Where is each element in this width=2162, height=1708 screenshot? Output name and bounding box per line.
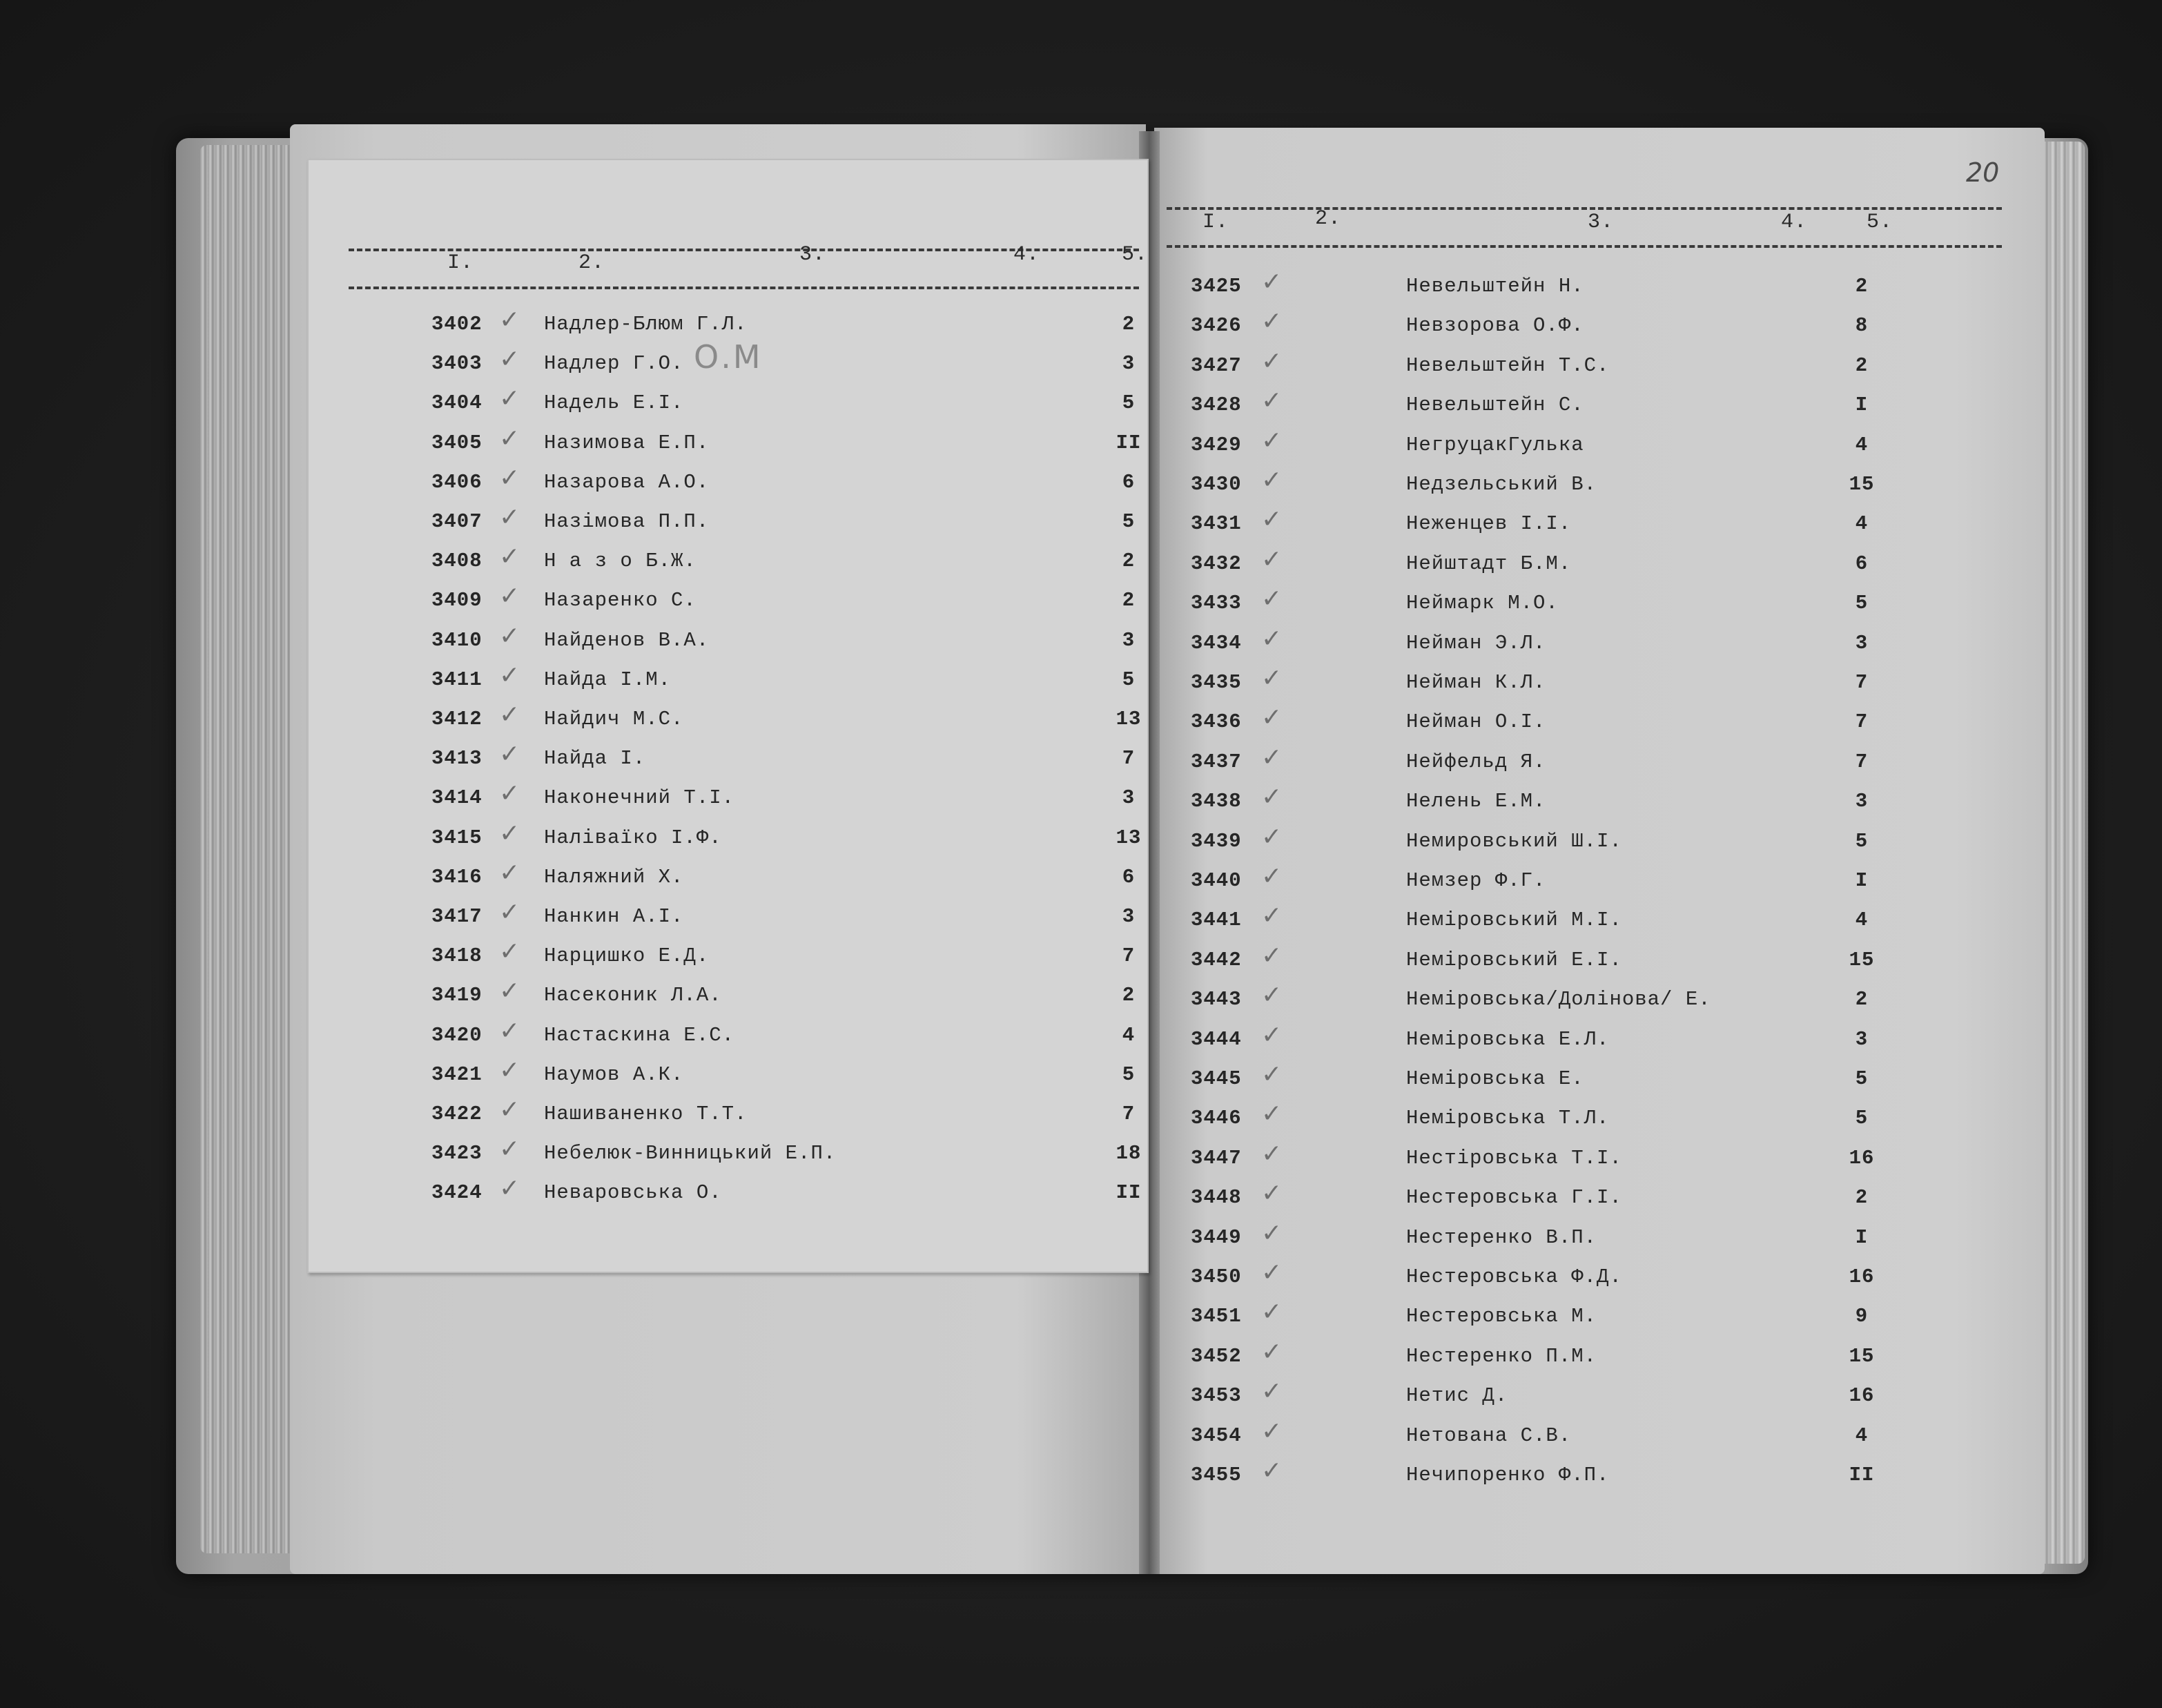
left-ledger-row [431,1058,1149,1092]
entry-name: Неймарк М.О. [1406,592,1559,615]
entry-name: Надлер Г.О. [544,352,684,376]
entry-count: 5 [1855,1107,1869,1130]
entry-number: 3428 [1191,394,1242,417]
checkmark-icon: ✓ [1261,664,1283,692]
entry-number: 3427 [1191,353,1242,377]
right-ledger-row [1191,547,1881,581]
entry-number: 3442 [1191,948,1242,971]
entry-name: Наконечний Т.І. [544,786,735,810]
entry-number: 3404 [431,391,483,415]
checkmark-icon: ✓ [499,582,521,611]
checkmark-icon: ✓ [1261,1417,1283,1446]
entry-name: Нестеровська М. [1406,1305,1597,1328]
entry-count: 4 [1122,1023,1136,1047]
checkmark-icon: ✓ [1261,624,1283,653]
entry-count: 2 [1122,984,1136,1007]
entry-count: 16 [1849,1146,1875,1170]
entry-count: 13 [1116,826,1142,849]
entry-number: 3447 [1191,1146,1242,1170]
entry-name: Неміровська Е.Л. [1406,1027,1610,1051]
entry-name: Нестеровська Ф.Д. [1406,1265,1622,1288]
left-ledger-row [431,1097,1149,1132]
checkmark-icon: ✓ [499,503,521,532]
checkmark-icon: ✓ [499,345,521,374]
left-ledger-row [431,1136,1149,1171]
entry-name: Нарцишко Е.Д. [544,944,710,968]
entry-number: 3441 [1191,909,1242,932]
entry-name: Найда І.М. [544,668,672,691]
entry-name: Невзорова О.Ф. [1406,314,1584,338]
left-ledger-row [431,465,1149,500]
entry-count: II [1116,431,1142,454]
entry-number: 3434 [1191,631,1242,654]
right-ledger-row [1191,388,1881,423]
entry-name: Найда І. [544,747,646,770]
right-header-col-4: 4. [1781,211,1808,234]
right-ledger-row [1191,269,1881,304]
right-ledger-row [1191,1022,1881,1057]
right-ledger-row [1191,784,1881,819]
left-ledger-row [431,347,1149,381]
entry-name: Нелень Е.М. [1406,790,1546,813]
entry-number: 3416 [431,865,483,889]
right-ledger-row [1191,903,1881,938]
entry-name: Немировський Ш.І. [1406,829,1622,853]
entry-number: 3445 [1191,1067,1242,1090]
entry-name: Нашиваненко Т.Т. [544,1103,748,1125]
right-ledger-row [1191,467,1881,502]
checkmark-icon: ✓ [1261,1377,1283,1406]
entry-count: 3 [1122,786,1136,810]
entry-count: 6 [1122,470,1136,494]
entry-number: 3418 [431,944,483,968]
entry-count: 6 [1855,552,1869,575]
right-ledger-row [1191,1458,1881,1493]
checkmark-icon: ✓ [499,858,521,887]
entry-count: 3 [1855,790,1869,813]
entry-number: 3431 [1191,512,1242,536]
entry-number: 3436 [1191,710,1242,734]
checkmark-icon: ✓ [1261,347,1283,376]
entry-count: 2 [1855,1186,1869,1210]
right-ledger-row [1191,1101,1881,1136]
left-ledger-row [431,1176,1149,1210]
checkmark-icon: ✓ [1261,1337,1283,1366]
checkmark-icon: ✓ [499,661,521,690]
entry-count: 3 [1855,1027,1869,1051]
checkmark-icon: ✓ [1261,1298,1283,1327]
right-ledger-row [1191,1260,1881,1294]
left-ledger-row [431,741,1149,776]
right-header-col-3: 3. [1588,211,1615,234]
entry-number: 3429 [1191,433,1242,456]
left-ledger-row [431,860,1149,895]
entry-number: 3405 [431,431,483,454]
checkmark-icon: ✓ [1261,307,1283,336]
entry-number: 3417 [431,905,483,928]
entry-number: 3413 [431,747,483,770]
right-ledger-row [1191,1062,1881,1096]
right-ledger-row [1191,943,1881,978]
entry-name: Назимова Е.П. [544,431,710,454]
entry-count: 18 [1116,1142,1142,1165]
checkmark-icon: ✓ [1261,743,1283,772]
entry-number: 3443 [1191,988,1242,1011]
entry-count: 5 [1855,829,1869,853]
entry-count: 5 [1122,1062,1136,1086]
right-ledger-row [1191,309,1881,343]
entry-count: 7 [1855,671,1869,694]
entry-count: 4 [1855,512,1869,536]
right-ledger-row [1191,507,1881,541]
left-page-edges [200,145,297,1553]
entry-name: Нейштадт Б.М. [1406,552,1572,575]
entry-count: 2 [1855,988,1869,1011]
entry-count: 7 [1855,750,1869,773]
checkmark-icon: ✓ [1261,822,1283,851]
right-header-col-5: 5. [1867,211,1893,234]
left-header-col-1: I. [447,251,474,275]
checkmark-icon: ✓ [499,463,521,492]
checkmark-icon: ✓ [1261,1259,1283,1287]
left-ledger-row [431,900,1149,934]
entry-number: 3406 [431,470,483,494]
left-ledger-row [431,663,1149,697]
left-ledger-row [431,583,1149,618]
checkmark-icon: ✓ [499,819,521,848]
entry-name: Неміровська Е. [1406,1067,1584,1090]
folio-number: 20 [1966,157,2000,188]
entry-name: Назімова П.П. [544,510,710,533]
checkmark-icon: ✓ [1261,1139,1283,1168]
entry-count: 7 [1122,747,1136,770]
left-header-col-2: 2. [578,251,605,275]
entry-number: 3411 [431,668,483,691]
entry-number: 3408 [431,550,483,573]
right-ledger-row [1191,1221,1881,1255]
entry-name: Назарова А.О. [544,470,710,494]
right-ledger-row [1191,1379,1881,1413]
entry-number: 3449 [1191,1225,1242,1249]
entry-number: 3423 [431,1142,483,1165]
checkmark-icon: ✓ [1261,1020,1283,1049]
checkmark-icon: ✓ [1261,981,1283,1010]
entry-name: Неженцев І.І. [1406,512,1572,536]
entry-count: 5 [1855,592,1869,615]
entry-name: Неваровська О. [544,1181,722,1205]
checkmark-icon: ✓ [499,740,521,769]
checkmark-icon: ✓ [1261,268,1283,296]
right-ledger-row [1191,1181,1881,1215]
entry-number: 3452 [1191,1344,1242,1368]
entry-name: Нестеровська Г.І. [1406,1186,1622,1210]
checkmark-icon: ✓ [1261,902,1283,931]
entry-name: Нестіровська Т.І. [1406,1146,1622,1170]
entry-number: 3432 [1191,552,1242,575]
right-ledger-row [1191,1419,1881,1453]
entry-name: Нанкин А.І. [544,905,684,928]
checkmark-icon: ✓ [1261,1219,1283,1248]
entry-count: II [1116,1181,1142,1205]
entry-number: 3415 [431,826,483,849]
entry-number: 3424 [431,1181,483,1205]
checkmark-icon: ✓ [499,1135,521,1164]
entry-name: Наляжний Х. [544,865,684,889]
entry-number: 3430 [1191,473,1242,496]
entry-name: Наумов А.К. [544,1062,684,1086]
entry-number: 3425 [1191,275,1242,298]
right-ledger-row [1191,1339,1881,1374]
entry-count: 15 [1849,473,1875,496]
entry-count: 4 [1855,433,1869,456]
entry-count: 3 [1122,628,1136,652]
entry-name: Нестеренко В.П. [1406,1225,1597,1249]
entry-number: 3422 [431,1103,483,1125]
entry-number: 3451 [1191,1305,1242,1328]
entry-name: Наліваїко І.Ф. [544,826,722,849]
entry-name: Надлер-Блюм Г.Л. [544,313,748,336]
checkmark-icon: ✓ [499,1056,521,1085]
entry-name: НегруцакГулька [1406,433,1584,456]
right-ledger-row [1191,982,1881,1017]
checkmark-icon: ✓ [1261,466,1283,494]
entry-name: Небелюк-Винницький Е.П. [544,1142,837,1165]
right-ledger-row [1191,864,1881,898]
checkmark-icon: ✓ [499,938,521,967]
entry-name: Невельштейн Н. [1406,275,1584,298]
entry-number: 3440 [1191,869,1242,892]
entry-name: Немзер Ф.Г. [1406,869,1546,892]
entry-name: Невельштейн С. [1406,394,1584,417]
entry-count: 2 [1122,313,1136,336]
right-header-line-bottom [1167,245,2002,248]
entry-name: Неміровський М.І. [1406,909,1622,932]
entry-number: 3403 [431,352,483,376]
entry-count: 3 [1122,905,1136,928]
checkmark-icon: ✓ [499,779,521,808]
entry-count: I [1855,1225,1869,1249]
entry-name: Найденов В.А. [544,628,710,652]
entry-count: 2 [1122,550,1136,573]
left-ledger-row [431,307,1149,342]
entry-name: Назаренко С. [544,589,697,612]
right-header-col-2: 2. [1315,207,1342,231]
checkmark-icon: ✓ [1261,387,1283,416]
entry-count: 6 [1122,865,1136,889]
right-ledger-row [1191,626,1881,661]
entry-count: I [1855,394,1869,417]
entry-count: 16 [1849,1384,1875,1408]
entry-number: 3419 [431,984,483,1007]
entry-count: 9 [1855,1305,1869,1328]
entry-name: Нетис Д. [1406,1384,1508,1408]
checkmark-icon: ✓ [1261,505,1283,534]
entry-name: Невельштейн Т.С. [1406,353,1610,377]
entry-number: 3437 [1191,750,1242,773]
entry-number: 3450 [1191,1265,1242,1288]
right-ledger-row [1191,666,1881,700]
entry-count: 3 [1122,352,1136,376]
entry-number: 3448 [1191,1186,1242,1210]
left-ledger-row [431,426,1149,460]
right-ledger-row [1191,705,1881,739]
entry-number: 3420 [431,1023,483,1047]
entry-number: 3435 [1191,671,1242,694]
checkmark-icon: ✓ [499,977,521,1006]
entry-number: 3446 [1191,1107,1242,1130]
entry-count: 13 [1116,708,1142,730]
entry-count: 5 [1122,510,1136,533]
entry-count: 2 [1122,589,1136,612]
entry-count: I [1855,869,1869,892]
entry-count: 16 [1849,1265,1875,1288]
entry-number: 3409 [431,589,483,612]
entry-name: Нейман Э.Л. [1406,631,1546,654]
checkmark-icon: ✓ [1261,426,1283,455]
entry-count: 7 [1122,944,1136,968]
entry-name: Недзельський В. [1406,473,1597,496]
entry-number: 3402 [431,313,483,336]
entry-name: Неміровський Е.І. [1406,948,1622,971]
left-ledger-row [431,505,1149,539]
entry-number: 3439 [1191,829,1242,853]
entry-number: 3407 [431,510,483,533]
left-ledger-row [431,821,1149,855]
left-header-col-5: 5. [1122,243,1149,266]
entry-count: 7 [1855,710,1869,734]
entry-name: Нейман К.Л. [1406,671,1546,694]
entry-count: 2 [1855,353,1869,377]
left-ledger-row [431,623,1149,658]
entry-name: Неміровська Т.Л. [1406,1107,1610,1130]
entry-name: Надель Е.І. [544,391,684,415]
entry-number: 3414 [431,786,483,810]
checkmark-icon: ✓ [1261,1060,1283,1089]
left-ledger-row [431,1018,1149,1053]
left-ledger-row [431,978,1149,1013]
entry-number: 3421 [431,1062,483,1086]
checkmark-icon: ✓ [1261,1179,1283,1208]
entry-number: 3412 [431,708,483,730]
entry-number: 3410 [431,628,483,652]
checkmark-icon: ✓ [1261,941,1283,970]
checkmark-icon: ✓ [499,306,521,334]
checkmark-icon: ✓ [499,701,521,729]
entry-number: 3454 [1191,1424,1242,1447]
entry-name: Найдич М.С. [544,708,684,730]
entry-count: 8 [1855,314,1869,338]
right-ledger-row [1191,745,1881,779]
entry-count: 7 [1122,1103,1136,1125]
entry-name: Нейфельд Я. [1406,750,1546,773]
left-header-col-3: 3. [799,243,826,266]
checkmark-icon: ✓ [499,898,521,926]
left-ledger-row [431,386,1149,420]
entry-number: 3444 [1191,1027,1242,1051]
entry-name: Нетована С.В. [1406,1424,1572,1447]
entry-number: 3453 [1191,1384,1242,1408]
right-header-col-1: I. [1202,211,1229,234]
entry-count: 5 [1122,668,1136,691]
entry-count: II [1849,1464,1875,1486]
entry-number: 3433 [1191,592,1242,615]
entry-count: 15 [1849,1344,1875,1368]
entry-name: Н а з о Б.Ж. [544,550,697,573]
entry-name: Настаскина Е.С. [544,1023,735,1047]
left-ledger-row [431,781,1149,815]
checkmark-icon: ✓ [1261,703,1283,732]
checkmark-icon: ✓ [499,385,521,414]
checkmark-icon: ✓ [1261,545,1283,574]
right-ledger-row [1191,349,1881,383]
right-ledger-row [1191,586,1881,621]
checkmark-icon: ✓ [499,1096,521,1124]
entry-count: 3 [1855,631,1869,654]
left-ledger-row [431,702,1149,737]
right-header-line-top [1167,207,2002,210]
checkmark-icon: ✓ [1261,1100,1283,1129]
right-ledger-row [1191,428,1881,463]
entry-number: 3426 [1191,314,1242,338]
checkmark-icon: ✓ [499,543,521,572]
left-header-line-bottom [349,287,1139,289]
checkmark-icon: ✓ [499,1016,521,1045]
entry-count: 4 [1855,909,1869,932]
entry-count: 5 [1855,1067,1869,1090]
checkmark-icon: ✓ [499,424,521,453]
right-ledger-row [1191,1299,1881,1334]
entry-count: 4 [1855,1424,1869,1447]
entry-name: Нестеренко П.М. [1406,1344,1597,1368]
checkmark-icon: ✓ [1261,585,1283,614]
entry-name: Насеконик Л.А. [544,984,722,1007]
right-ledger-row [1191,824,1881,859]
entry-number: 3455 [1191,1464,1242,1486]
checkmark-icon: ✓ [1261,862,1283,891]
checkmark-icon: ✓ [499,1174,521,1203]
left-ledger-row [431,544,1149,579]
pencil-note: О.М [694,338,763,376]
left-ledger-row [431,939,1149,973]
entry-name: Нейман О.І. [1406,710,1546,734]
checkmark-icon: ✓ [1261,783,1283,812]
right-ledger-row [1191,1141,1881,1176]
entry-count: 5 [1122,391,1136,415]
left-header-col-4: 4. [1013,243,1040,266]
entry-name: Неміровська/Долінова/ Е. [1406,988,1711,1011]
checkmark-icon: ✓ [499,621,521,650]
entry-name: Нечипоренко Ф.П. [1406,1464,1610,1486]
checkmark-icon: ✓ [1261,1457,1283,1485]
entry-count: 2 [1855,275,1869,298]
entry-count: 15 [1849,948,1875,971]
entry-number: 3438 [1191,790,1242,813]
